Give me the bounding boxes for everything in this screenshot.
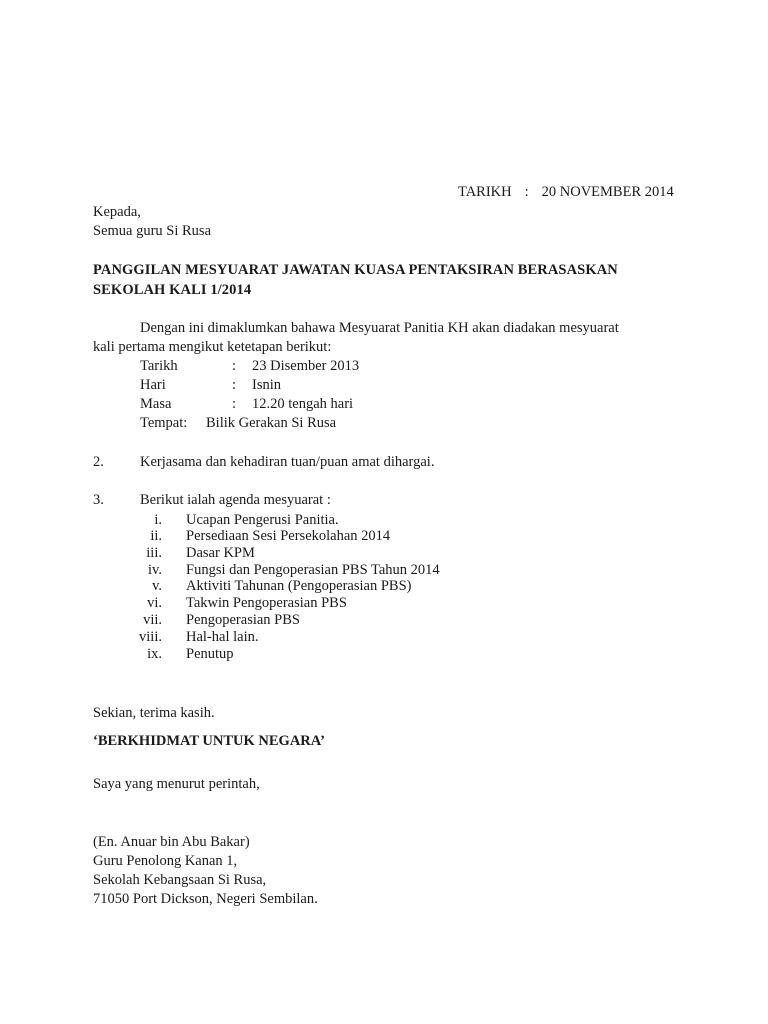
agenda-number: v. [152,578,162,594]
intro-line1: Dengan ini dimaklumkan bahawa Mesyuarat Panitia KH akan diadakan mesyuarat [140,320,619,336]
agenda-text: Penutup [186,646,234,662]
date-label: TARIKH [458,184,512,200]
point-3-text: Berikut ialah agenda mesyuarat : [140,492,331,508]
point-3-number: 3. [93,492,104,508]
letter-title-line2: SEKOLAH KALI 1/2014 [93,282,252,298]
agenda-text: Persediaan Sesi Persekolahan 2014 [186,528,391,544]
signatory-address: 71050 Port Dickson, Negeri Sembilan. [93,891,318,907]
venue-value: Bilik Gerakan Si Rusa [206,415,337,431]
agenda-number: ix. [147,646,162,662]
detail-row-venue [140,414,336,432]
detail-row-day [140,376,281,394]
detail-colon: : [232,377,237,393]
intro-line2: kali pertama mengikut ketetapan berikut: [93,339,332,355]
recipient-name: Semua guru Si Rusa [93,223,212,239]
date-separator: : [524,184,529,200]
agenda-number: i. [154,512,162,528]
agenda-number: iii. [146,545,162,561]
detail-label: Tarikh [140,358,178,374]
agenda-text: Aktiviti Tahunan (Pengoperasian PBS) [186,578,412,594]
detail-value: 12.20 tengah hari [252,396,354,412]
agenda-number: ii. [150,528,162,544]
agenda-text: Takwin Pengoperasian PBS [186,595,347,611]
letter-title-line1: PANGGILAN MESYUARAT JAWATAN KUASA PENTAKSIRAN BERASASKAN [93,262,618,278]
point-2-number: 2. [93,454,104,470]
closing-order: Saya yang menurut perintah, [93,776,260,792]
detail-colon: : [232,358,237,374]
agenda-number: viii. [139,629,162,645]
detail-row-date [140,357,359,375]
date-line [458,183,674,201]
agenda-number: iv. [148,562,162,578]
agenda-number: vi. [147,595,162,611]
detail-label: Masa [140,396,172,412]
agenda-text: Fungsi dan Pengoperasian PBS Tahun 2014 [186,562,440,578]
detail-row-time [140,395,353,413]
signatory-position: Guru Penolong Kanan 1, [93,853,238,869]
agenda-number: vii. [143,612,162,628]
signatory-name: (En. Anuar bin Abu Bakar) [93,834,250,850]
point-2-text: Kerjasama dan kehadiran tuan/puan amat dihargai. [140,454,435,470]
agenda-text: Pengoperasian PBS [186,612,300,628]
detail-value: 23 Disember 2013 [252,358,360,374]
closing-motto: ‘BERKHIDMAT UNTUK NEGARA’ [93,733,326,749]
detail-value: Isnin [252,377,281,393]
date-value: 20 NOVEMBER 2014 [541,184,674,200]
closing-thanks: Sekian, terima kasih. [93,705,215,721]
agenda-text: Ucapan Pengerusi Panitia. [186,512,339,528]
recipient-greeting: Kepada, [93,204,141,220]
detail-label: Hari [140,377,166,393]
agenda-text: Hal-hal lain. [186,629,259,645]
agenda-text: Dasar KPM [186,545,255,561]
detail-colon: : [232,396,237,412]
venue-label: Tempat: [140,415,188,431]
signatory-school: Sekolah Kebangsaan Si Rusa, [93,872,267,888]
